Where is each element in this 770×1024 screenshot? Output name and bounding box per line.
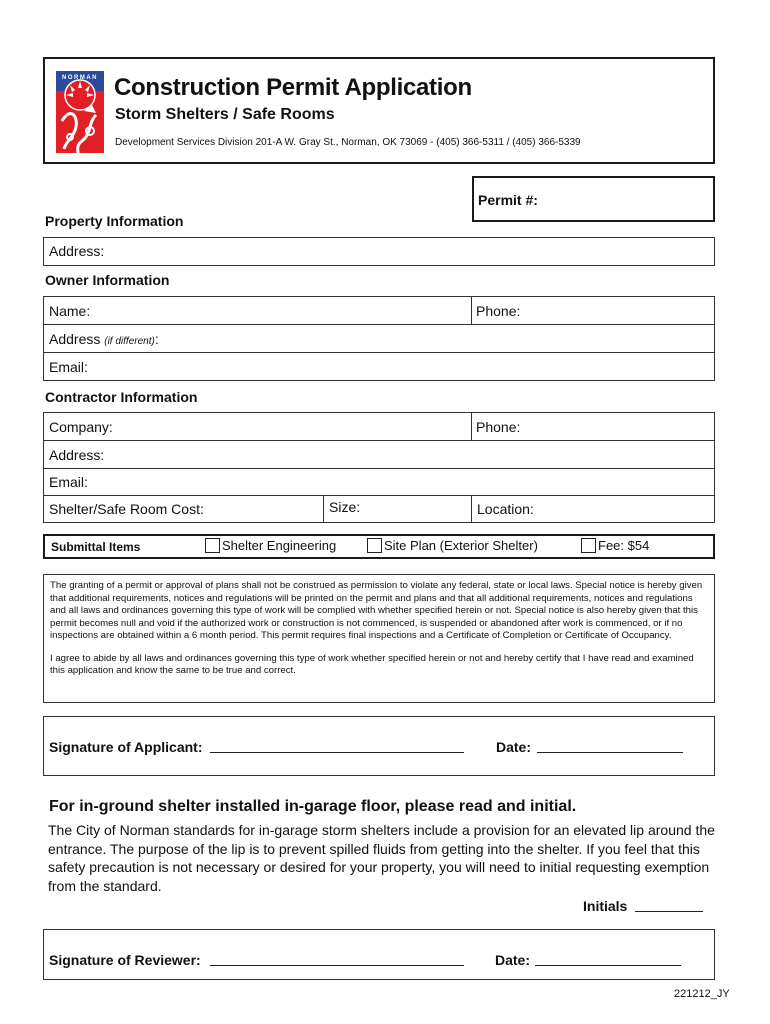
- legal-notice-text: [50, 580, 710, 678]
- legal-paragraph-2: I agree to abide by all laws and ordinances governing this type of work whether specified herein or not and hereby certify that I have read and examined this application and know the same to be true and correct.: [50, 652, 694, 676]
- owner-address-note: (if different): [104, 336, 155, 347]
- applicant-date-line[interactable]: [537, 752, 683, 753]
- applicant-signature-label: Signature of Applicant:: [49, 739, 203, 755]
- contractor-email-field[interactable]: [43, 468, 715, 496]
- garage-notice-body: The City of Norman standards for in-garage storm shelters include a provision for an elevated lip around the entrance. The purpose of the lip is to prevent spilled fluids from getting into the shelter. If you feel that this safety precaution is not necessary or desired for your property, you will need to initial requesting exemption from the standard.: [48, 822, 715, 894]
- reviewer-date-line[interactable]: [535, 965, 681, 966]
- site-plan-label: Site Plan (Exterior Shelter): [384, 538, 538, 553]
- fee-checkbox[interactable]: [581, 538, 596, 553]
- property-section-label: Property Information: [45, 213, 184, 229]
- owner-email-label: Email:: [49, 359, 88, 375]
- contractor-section-label: Contractor Information: [45, 389, 198, 405]
- property-address-field[interactable]: [43, 237, 715, 266]
- applicant-signature-line[interactable]: [210, 752, 464, 753]
- contractor-email-label: Email:: [49, 474, 88, 490]
- page-subtitle: Storm Shelters / Safe Rooms: [115, 106, 335, 123]
- initials-label: Initials: [583, 898, 628, 914]
- legal-paragraph-1: The granting of a permit or approval of plans shall not be construed as permission to violate any federal, state or local laws. Special notice is hereby given that additional requirements, notices and regulations will be printed on the permit and plans and that all additional requirements, notices and regulations and all laws and ordinances governing this type of work will be complied with whether specified herein or not. Special notice is also hereby given that this permit becomes null and void if the authorized work or construction is not commenced, is suspended or abandoned after work is commenced, or if no inspections are obtained within a 6 month period. This permit requires final inspections and a Certificate of Completion or Certificate of Occupancy.: [50, 580, 703, 641]
- property-address-label: Address:: [49, 243, 105, 259]
- reviewer-signature-label: Signature of Reviewer:: [49, 952, 201, 968]
- shelter-engineering-checkbox[interactable]: [205, 538, 220, 553]
- shelter-engineering-label: Shelter Engineering: [222, 538, 337, 553]
- document-code: 221212_JY: [674, 988, 730, 1000]
- owner-phone-label: Phone:: [476, 303, 521, 319]
- contact-line: Development Services Division 201-A W. Gray St., Norman, OK 73069 - (405) 366-5311 / (405) 366-5339: [115, 137, 581, 148]
- reviewer-date-label: Date:: [495, 952, 531, 968]
- submittal-items-label: Submittal Items: [51, 540, 141, 554]
- contractor-phone-label: Phone:: [476, 419, 521, 435]
- contractor-address-label: Address:: [49, 447, 105, 463]
- contractor-company-label: Company:: [49, 419, 113, 435]
- initials-line[interactable]: [635, 911, 703, 912]
- reviewer-signature-line[interactable]: [210, 965, 464, 966]
- shelter-size-label: Size:: [329, 499, 361, 515]
- site-plan-checkbox[interactable]: [367, 538, 382, 553]
- owner-address-label: Address (if different):: [49, 331, 159, 347]
- permit-number-label: Permit #:: [478, 192, 538, 208]
- garage-notice-title: For in-ground shelter installed in-garage floor, please read and initial.: [49, 798, 577, 815]
- applicant-date-label: Date:: [496, 739, 532, 755]
- city-of-norman-logo: [56, 71, 104, 153]
- page-title: Construction Permit Application: [114, 74, 472, 101]
- shelter-cost-label: Shelter/Safe Room Cost:: [49, 501, 204, 517]
- shelter-location-label: Location:: [477, 501, 534, 517]
- owner-name-label: Name:: [49, 303, 91, 319]
- owner-section-label: Owner Information: [45, 272, 170, 288]
- owner-name-field[interactable]: [43, 296, 472, 325]
- logo-letters: NORMAN: [62, 75, 98, 81]
- fee-label: Fee: $54: [598, 538, 650, 553]
- contractor-address-field[interactable]: [43, 440, 715, 469]
- owner-email-field[interactable]: [43, 352, 715, 381]
